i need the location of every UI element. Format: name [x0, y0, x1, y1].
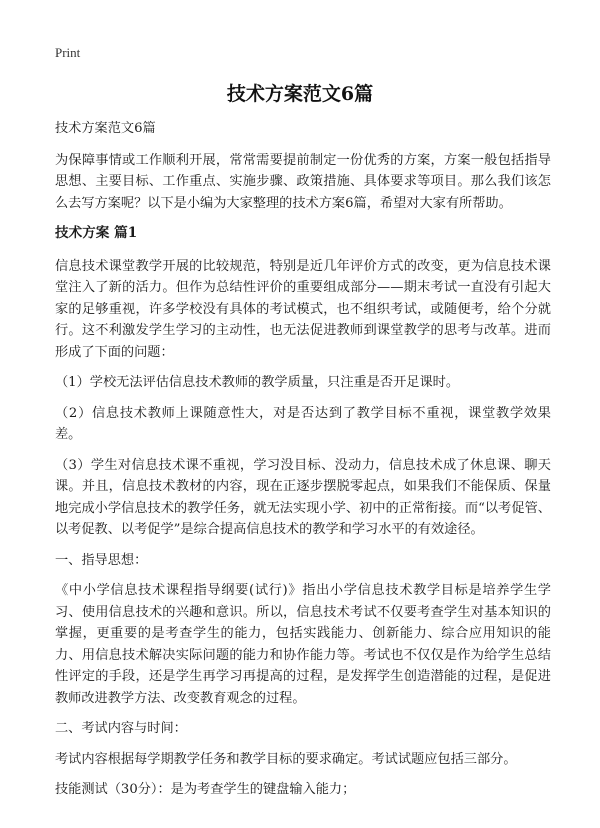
numbered-item-2: （2）信息技术教师上课随意性大，对是否达到了教学目标不重视，课堂教学效果差。	[55, 405, 551, 442]
section-body-exam: 考试内容根据每学期教学任务和教学目标的要求确定。考试试题应包括三部分。	[55, 751, 517, 767]
document-title: 技术方案范文6篇	[226, 83, 374, 105]
body-paragraph: 信息技术课堂教学开展的比较规范，特别是近几年评价方式的改变，更为信息技术课堂注入了新的活力。但作为总结性评价的重要组成部分——期末考试一直没有引起大家的足够重视，许多学校没有具体的考试模式，也不组织考试，或随便考，给个分就行。这不利激发学生学习的主动性，也无法促进教师到课堂教学的思考与改革。进而形成了下面的问题：	[55, 258, 551, 360]
print-label: Print	[55, 45, 81, 60]
exam-item-skill-test: 技能测试（30分）：是为考查学生的键盘输入能力；	[55, 782, 356, 797]
numbered-item-3: （3）学生对信息技术课不重视，学习没目标、没动力，信息技术成了休息课、聊天课。并且，信息技术教材的内容，现在正逐步摆脱零起点，如果我们不能保质、保量地完成小学信息技术的教学任务，就无法实现小学、初中的正常衔接。而“以考促管、以考促教、以考促学”是综合提高信息技术的教学和学习水平的有效途径。	[55, 457, 551, 537]
section-title-guiding: 一、指导思想：	[55, 552, 148, 568]
numbered-item-1: （1）学校无法评估信息技术教师的教学质量，只注重是否开足课时。	[55, 375, 460, 390]
section-body-guiding: 《中小学信息技术课程指导纲要(试行)》指出小学信息技术教学目标是培养学生学习、使用信息技术的兴趣和意识。所以，信息技术考试不仅要考查学生对基本知识的掌握，更重要的是考查学生的能力，包括实践能力、创新能力、综合应用知识的能力、用信息技术解决实际问题的能力和协作能力等。考试也不仅仅是作为给学生总结性评定的手段，还是学生再学习再提高的过程，是发挥学生创造潜能的过程，是促进教师改进教学方法、改变教育观念的过程。	[55, 583, 551, 706]
document-body	[55, 118, 551, 810]
intro-paragraph: 为保障事情或工作顺利开展，常常需要提前制定一份优秀的方案，方案一般包括指导思想、主要目标、工作重点、实施步骤、政策措施、具体要求等项目。那么我们该怎么去写方案呢？以下是小编为大家整理的技术方案6篇，希望对大家有所帮助。	[55, 152, 551, 211]
document-subtitle: 技术方案范文6篇	[55, 121, 156, 136]
article-heading: 技术方案 篇1	[55, 225, 138, 241]
section-title-exam: 二、考试内容与时间：	[55, 721, 187, 736]
